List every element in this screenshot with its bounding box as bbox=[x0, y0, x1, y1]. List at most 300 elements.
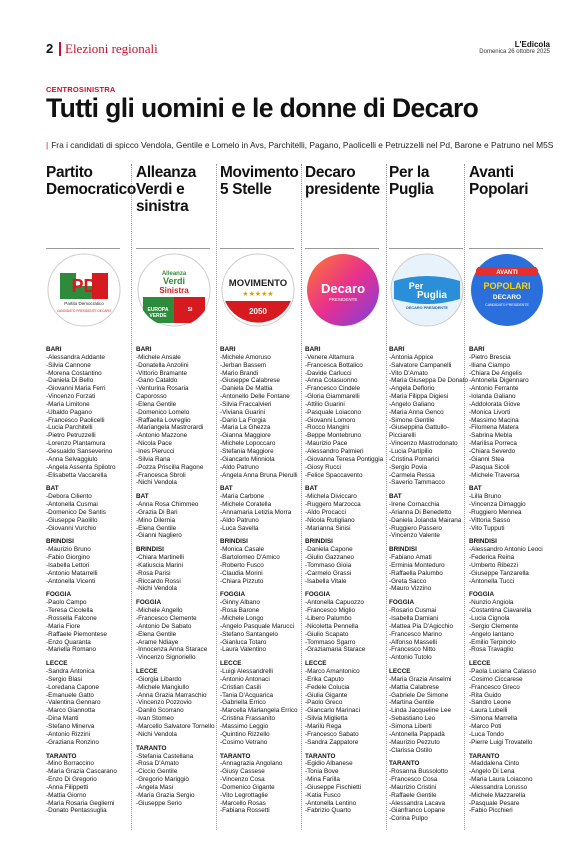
svg-text:CANDIDATO PRESIDENTE: CANDIDATO PRESIDENTE bbox=[485, 303, 529, 307]
candidate-name: -Giovanni Maria Ferri bbox=[46, 385, 106, 393]
candidate-name: -Alessandro Antonio Leoci bbox=[469, 546, 543, 554]
candidate-name: -Bartolomeo D'Amico bbox=[220, 554, 280, 562]
candidate-name: -Monica Casale bbox=[220, 546, 265, 554]
candidate-name: -Vito D'Amato bbox=[389, 369, 428, 377]
candidate-name: -Francesco Marino bbox=[389, 630, 442, 638]
candidate-name: -Enzo Quaranta bbox=[46, 638, 91, 646]
candidate-name: -Daniela Jolanda Mairana bbox=[389, 516, 462, 524]
candidate-name: -Aldo Patruno bbox=[220, 463, 259, 471]
province-heading: LECCE bbox=[220, 660, 242, 668]
svg-text:Partito Democratico: Partito Democratico bbox=[64, 301, 104, 306]
candidate-name: -Iliana Ciampo bbox=[469, 361, 510, 369]
candidate-name: -Luca Savella bbox=[220, 524, 259, 532]
candidate-name: -Laura Valentino bbox=[220, 646, 267, 654]
candidate-name: -Giovanna Teresa Pontiggia bbox=[305, 455, 384, 463]
candidate-name: -Massimo Leggio bbox=[220, 722, 269, 730]
province-heading: BAT bbox=[136, 493, 149, 501]
candidate-name: -Annagrazia Angolano bbox=[220, 760, 283, 768]
candidate-name: -Silvia Fraccalvieri bbox=[220, 400, 272, 408]
candidate-name: -Sandro Leone bbox=[469, 699, 511, 707]
candidate-name: -Sergio Blasi bbox=[46, 675, 82, 683]
candidate-name: -Ivan Stomeo bbox=[136, 715, 174, 723]
candidate-name: -Maurizio Pace bbox=[305, 440, 348, 448]
section-name: Elezioni regionali bbox=[65, 41, 158, 56]
candidate-name: -Rosanna Bussolotto bbox=[389, 768, 448, 776]
candidate-name: -Gianluca Totaro bbox=[220, 638, 267, 646]
candidate-name: -Maria Fiore bbox=[46, 622, 81, 630]
svg-text:AVANTI: AVANTI bbox=[496, 270, 518, 276]
candidate-name: -Maria Anna Genco bbox=[389, 408, 444, 416]
candidate-name: -Maddalena Cinto bbox=[469, 760, 520, 768]
candidate-name: -Isabella Damiani bbox=[389, 615, 439, 622]
candidate-name: -Silvia Rana bbox=[136, 455, 171, 463]
candidate-name: -Ruggero Marzocca bbox=[305, 501, 361, 509]
candidate-name: -Michele Mangiullo bbox=[136, 683, 189, 691]
candidate-name: -Erika Caputo bbox=[305, 675, 344, 683]
candidate-name: -Angela Assenta Spilotro bbox=[46, 463, 116, 471]
candidate-name: -Pierre Luigi Trovatello bbox=[469, 738, 533, 746]
candidate-name: -Riccardo Rossi bbox=[136, 577, 181, 585]
province-heading: LECCE bbox=[469, 660, 491, 668]
candidate-name: -Attilio Guarini bbox=[305, 400, 345, 408]
candidate-name: -Angelo Di Lena bbox=[469, 768, 515, 776]
candidate-name: -Giusy Cassese bbox=[220, 768, 265, 776]
candidate-name: -Giuseppe Paolillo bbox=[46, 516, 98, 524]
candidate-name: -Dina Manti bbox=[46, 715, 79, 723]
candidate-name: -Francesca Sbroli bbox=[136, 471, 186, 479]
province-heading: LECCE bbox=[46, 660, 68, 668]
candidate-name: -Maria La Ghezza bbox=[220, 424, 271, 432]
candidate-name: -Mattea Pia D'Agicchio bbox=[389, 622, 453, 630]
candidate-name: -Anna Rosa Chimmeo bbox=[136, 501, 199, 509]
candidate-name: -Emilio Terpinolo bbox=[469, 638, 516, 646]
candidate-name: -Costantina Ciavarella bbox=[469, 607, 532, 615]
candidate-name: -Giancarlo Marinaci bbox=[305, 707, 360, 715]
candidate-name: -Gano Cataldo bbox=[136, 377, 178, 385]
province-heading: FOGGIA bbox=[389, 599, 415, 607]
candidate-name: -Gabriele De Simone bbox=[389, 691, 449, 699]
svg-text:SI: SI bbox=[187, 307, 193, 313]
candidate-name: -Antonia Appice bbox=[389, 353, 434, 361]
candidate-name: -Nicola Rutigliano bbox=[305, 516, 355, 524]
party-title-text: Alleanza Verdi e sinistra bbox=[136, 164, 197, 215]
candidate-name: -Greta Sacco bbox=[389, 577, 427, 585]
candidate-name: -Fedele Colucia bbox=[305, 683, 350, 691]
province-heading: BRINDISI bbox=[46, 538, 74, 546]
party-title-decaro bbox=[305, 164, 383, 234]
candidate-name: -Mauro Vizzino bbox=[389, 585, 432, 593]
candidate-name: -Rita Guido bbox=[469, 691, 502, 699]
candidate-name: -Daniela Di Bello bbox=[46, 377, 94, 385]
candidate-name: -Viviana Guarini bbox=[220, 408, 266, 416]
candidate-name: -Aldo Patruno bbox=[220, 516, 259, 524]
candidate-name: -Gianfranco Lopane bbox=[389, 807, 446, 815]
candidate-name: -Irene Cornacchia bbox=[389, 501, 440, 509]
candidate-name: -Antonella Digennaro bbox=[469, 377, 529, 385]
candidate-list-decaro bbox=[305, 346, 385, 815]
candidate-name: -Stefania Castellana bbox=[136, 752, 194, 760]
candidate-name: -Giosy Rucci bbox=[305, 463, 341, 471]
candidate-name: -Silvia Miglietta bbox=[305, 715, 348, 723]
candidate-name: -Domenico Lomelo bbox=[136, 408, 190, 416]
candidate-name: -Sebastiano Leo bbox=[389, 715, 436, 723]
candidate-name: -Donato Pentassuglia bbox=[46, 807, 107, 815]
province-heading: FOGGIA bbox=[136, 599, 162, 607]
candidate-name: -Chiara Severdo bbox=[469, 447, 516, 455]
candidate-name: -Tonia Bove bbox=[305, 768, 339, 776]
candidate-name: -Antonio De Sabato bbox=[136, 622, 192, 630]
candidate-name: -Anna Selvaggiulo bbox=[46, 455, 98, 463]
candidate-name: -Domenico De Santis bbox=[46, 508, 106, 516]
candidate-name: -Paolo Greco bbox=[305, 699, 343, 707]
province-heading: BRINDISI bbox=[389, 546, 417, 554]
issue-date: Domenica 26 ottobre 2025 bbox=[479, 49, 550, 55]
column-separator bbox=[216, 164, 217, 830]
candidate-name: -Lorenzo Plantamura bbox=[46, 440, 106, 448]
candidate-name: -Pietro Petruzzelli bbox=[46, 432, 96, 440]
candidate-name: -Loredana Capone bbox=[46, 683, 99, 691]
candidate-name: -Alessandra Lacava bbox=[389, 799, 446, 807]
candidate-name: -Antonella Capuozzo bbox=[305, 599, 364, 607]
candidate-name: -Angela Masi bbox=[136, 783, 174, 791]
svg-text:Verdi: Verdi bbox=[162, 276, 186, 286]
candidate-name: -Emanuele Gatto bbox=[46, 691, 94, 699]
candidate-name: -Michele Mazzarella bbox=[469, 791, 526, 799]
candidate-name: -Isabella Lettori bbox=[46, 561, 90, 569]
candidate-name: -Linda Jacqueline Lee bbox=[389, 707, 452, 715]
candidate-name: -Maria Rosaria Gegliemi bbox=[46, 799, 115, 807]
candidate-name: -Angelo Pasquale Marucci bbox=[220, 622, 295, 630]
province-heading: BAT bbox=[469, 485, 482, 493]
candidate-name: -Michele Ansale bbox=[136, 353, 181, 361]
candidate-name: -Mattia Calabrese bbox=[389, 683, 440, 691]
candidate-name: -Morena Costantino bbox=[46, 369, 102, 377]
candidate-name: -Alfonso Masselli bbox=[389, 638, 437, 646]
candidate-name: -Lucia Cignola bbox=[469, 615, 510, 622]
candidate-name: -Maria Giuseppa De Donato bbox=[389, 377, 468, 385]
candidate-name: -Michele Longo bbox=[220, 615, 264, 622]
candidate-name: -Giancarlo Minniola bbox=[220, 455, 275, 463]
province-heading: BRINDISI bbox=[305, 538, 333, 546]
candidate-name: -Antonella Pappadà bbox=[389, 730, 445, 738]
svg-text:★★★★★: ★★★★★ bbox=[242, 290, 274, 298]
candidate-name: -Antonio Ferrante bbox=[469, 385, 519, 393]
column-separator bbox=[386, 164, 387, 830]
candidate-name: -Francesco Paolicelli bbox=[46, 416, 105, 424]
candidate-name: -Ruggiero Passero bbox=[389, 524, 442, 532]
candidate-name: -Giuseppe Serio bbox=[136, 799, 182, 807]
candidate-name: -Katiuscia Marini bbox=[136, 561, 183, 569]
candidate-name: -Carmelo Grassi bbox=[305, 569, 352, 577]
title-rule bbox=[46, 248, 120, 249]
candidate-name: -Maria Grazia Sergio bbox=[136, 791, 195, 799]
candidate-name: -Vincenzo Valente bbox=[389, 532, 440, 540]
svg-text:VERDE: VERDE bbox=[149, 313, 167, 319]
page-header bbox=[46, 41, 550, 61]
province-heading: BAT bbox=[305, 485, 318, 493]
candidate-name: -Francesco Greco bbox=[469, 683, 520, 691]
candidate-name: -Marilisa Porreca bbox=[469, 440, 517, 448]
candidate-name: -Francesco Cindele bbox=[305, 385, 361, 393]
candidate-name: -Rossella Falcone bbox=[46, 615, 97, 622]
m5s-logo-icon bbox=[221, 253, 295, 327]
candidate-name: -Fabrizio Quarto bbox=[305, 807, 351, 815]
candidate-name: -Angela Deflorio bbox=[389, 385, 435, 393]
candidate-name: -Ruggiero Mennea bbox=[469, 508, 522, 516]
candidate-name: -Salvatore Campanelli bbox=[389, 361, 452, 369]
candidate-name: -Antonio Rizzini bbox=[46, 730, 91, 738]
province-heading: BARI bbox=[220, 346, 236, 353]
svg-text:Alleanza: Alleanza bbox=[161, 271, 187, 277]
province-heading: BAT bbox=[389, 493, 402, 501]
province-heading: BRINDISI bbox=[469, 538, 497, 546]
province-heading: LECCE bbox=[389, 668, 411, 676]
province-heading: BARI bbox=[469, 346, 485, 353]
candidate-name: -Gesualdo Sanseverino bbox=[46, 447, 113, 455]
candidate-name: -Alessandra Addante bbox=[46, 353, 105, 361]
candidate-name: -Marco Poti bbox=[469, 722, 502, 730]
avs-logo-icon bbox=[137, 253, 211, 327]
candidate-list-avs bbox=[136, 346, 216, 807]
candidate-name: -Mina Farilla bbox=[305, 776, 340, 784]
candidate-name: -Nunzio Angiola bbox=[469, 599, 514, 607]
province-heading: TARANTO bbox=[136, 744, 167, 752]
candidate-name: -Giulia Gigante bbox=[305, 691, 348, 699]
candidate-name: -Arame Ndiaye bbox=[136, 638, 179, 646]
candidate-name: -Sergio Povia bbox=[389, 463, 428, 471]
candidate-name: -Pietro Brescia bbox=[469, 353, 511, 361]
candidate-name: -Michele Coratella bbox=[220, 501, 272, 509]
candidate-name: -Rosa Travaglio bbox=[469, 646, 514, 654]
svg-text:POPOLARI: POPOLARI bbox=[483, 281, 531, 291]
svg-text:2050: 2050 bbox=[249, 307, 267, 316]
newspaper-brand: L'Edicola bbox=[514, 40, 550, 49]
candidate-name: -Alessandra Lorusso bbox=[469, 783, 528, 791]
candidate-name: -Francesca Bottalico bbox=[305, 361, 363, 369]
candidate-name: -Valentina Gennaro bbox=[46, 699, 101, 707]
candidate-name: -Venere Altamura bbox=[305, 353, 355, 361]
candidate-name: -Antonio Mazzone bbox=[136, 432, 188, 440]
province-heading: FOGGIA bbox=[46, 591, 72, 599]
candidate-name: -Vincenzo Signoriello bbox=[136, 654, 196, 662]
candidate-list-avanti bbox=[469, 346, 549, 815]
candidate-name: -Francesco Sabato bbox=[305, 730, 359, 738]
candidate-name: -Paola Luciana Calasso bbox=[469, 668, 537, 676]
province-heading: TARANTO bbox=[389, 760, 420, 768]
province-heading: LECCE bbox=[305, 660, 327, 668]
candidate-name: -Chiara De Angelis bbox=[469, 369, 522, 377]
candidate-name: -Federica Reina bbox=[469, 554, 515, 562]
page-number: 2 bbox=[46, 41, 54, 56]
candidate-name: -Anna Colasuonno bbox=[305, 377, 358, 385]
candidate-name: -Elena Gentile bbox=[136, 630, 177, 638]
party-title-perlapuglia bbox=[389, 164, 467, 234]
candidate-name: -Fabio Picchieri bbox=[469, 807, 513, 815]
candidate-name: -Domenico Gigante bbox=[220, 783, 275, 791]
candidate-name: -Sabrina Mebla bbox=[469, 432, 513, 440]
candidate-name: -Giovanni Lomoro bbox=[305, 416, 356, 424]
candidate-name: -Antonello Delle Fontane bbox=[220, 393, 290, 401]
candidate-name: -Anna Filippetti bbox=[46, 783, 89, 791]
svg-text:EUROPA: EUROPA bbox=[147, 307, 169, 313]
candidate-name: -Lilla Bruno bbox=[469, 493, 502, 501]
candidate-name: -Nichi Vendola bbox=[136, 585, 177, 593]
candidate-name: -Maurizio Pezzuto bbox=[389, 738, 440, 746]
candidate-name: -Simone Gentile bbox=[389, 416, 435, 424]
candidate-name: -Marianna Sinisi bbox=[305, 524, 351, 532]
candidate-name: -Raffaele Piemontese bbox=[46, 630, 107, 638]
candidate-name: -Daniela De Mattia bbox=[220, 385, 273, 393]
candidate-name: -Giuseppe Calabrese bbox=[220, 377, 280, 385]
candidate-name: -Stefania Maggiore bbox=[220, 447, 274, 455]
candidate-name: -Michela Diviccaro bbox=[305, 493, 357, 501]
candidate-name: -Mariangela Mastrorardi bbox=[136, 424, 204, 432]
candidate-name: -Giovanni Vurchio bbox=[46, 524, 97, 532]
candidate-name: -Gianni Stea bbox=[469, 455, 505, 463]
candidate-name: -Nichi Vendola bbox=[136, 730, 177, 738]
candidate-name: -Carmela Ressa bbox=[389, 471, 435, 479]
province-heading: FOGGIA bbox=[305, 591, 331, 599]
candidate-name: -Francesco Cosa bbox=[389, 776, 438, 784]
candidate-name: -Debora Ciliento bbox=[46, 493, 92, 501]
party-title-avanti bbox=[469, 164, 547, 234]
candidate-name: -Luigi Alessandrelli bbox=[220, 668, 273, 676]
candidate-name: -Lucia Partipilio bbox=[389, 447, 433, 455]
candidate-name: -Saverio Tammacco bbox=[389, 479, 445, 487]
svg-text:Decaro: Decaro bbox=[320, 281, 366, 296]
title-rule bbox=[136, 248, 210, 249]
party-title-text: Partito Democratico bbox=[46, 164, 136, 198]
candidate-name: -Vittoria Sasso bbox=[469, 516, 511, 524]
candidate-name: -Chiara Pizzuto bbox=[220, 577, 264, 585]
candidate-name: -Cosimo Ciccarese bbox=[469, 675, 523, 683]
candidate-name: -Giulio Gazzaneo bbox=[305, 554, 355, 562]
candidate-name: -Marco Amantonico bbox=[305, 668, 360, 676]
candidate-name: -Pasqua Sicoli bbox=[469, 463, 510, 471]
candidate-name: -Donatella Anzolini bbox=[136, 361, 189, 369]
candidate-name: -Beppe Montebruno bbox=[305, 432, 362, 440]
candidate-name: -Francesco Miglio bbox=[305, 607, 356, 615]
province-heading: BARI bbox=[46, 346, 62, 353]
candidate-name: -Martina Gentile bbox=[389, 699, 435, 707]
candidate-name: -Venturina Rosaria Caporosso bbox=[136, 385, 189, 401]
candidate-name: -Davide Carlucci bbox=[305, 369, 352, 377]
candidate-name: -Alessandro Palmieri bbox=[305, 447, 364, 455]
candidate-name: -Rocco Mangini bbox=[305, 424, 350, 432]
candidate-name: -Erminia Monteduro bbox=[389, 561, 445, 569]
candidate-name: -Sandra Antonica bbox=[46, 668, 95, 676]
candidate-name: -Egidio Albanese bbox=[305, 760, 353, 768]
candidate-name: -Luca Tondo bbox=[469, 730, 504, 738]
province-heading: BAT bbox=[220, 485, 233, 493]
svg-text:MOVIMENTO: MOVIMENTO bbox=[228, 278, 288, 289]
candidate-name: -Giuseppe Tanzarella bbox=[469, 569, 529, 577]
candidate-name: -Rosario Cusmai bbox=[389, 607, 437, 615]
candidate-name: -Enzo Di Gregorio bbox=[46, 776, 97, 784]
candidate-name: -Tommaso Gioia bbox=[305, 561, 352, 569]
candidate-name: -Giuseppe Fischietti bbox=[305, 783, 362, 791]
candidate-name: -Mino Borraccino bbox=[46, 760, 94, 768]
province-heading: BAT bbox=[46, 485, 59, 493]
candidate-name: -Vincenzo Forzati bbox=[46, 393, 96, 401]
subheadline-text: Fra i candidati di spicco Vendola, Gentile e Lomelo in Avs, Parchitelli, Pagano, Paolicelli e Petruzzelli nel Pd, Barone e Patruno nel M5S bbox=[51, 140, 554, 150]
perlapuglia-logo-icon bbox=[390, 253, 464, 327]
candidate-name: -Arianna Di Benedetto bbox=[389, 508, 452, 516]
candidate-name: -Gianni Nagliero bbox=[136, 532, 182, 540]
party-title-m5s bbox=[220, 164, 298, 234]
candidate-name: -Laura Lubelli bbox=[469, 707, 508, 715]
candidate-name: -Marilù Rega bbox=[305, 722, 342, 730]
candidate-name: -Marco Giannotta bbox=[46, 707, 96, 715]
province-heading: TARANTO bbox=[220, 752, 251, 760]
svg-text:Per: Per bbox=[408, 281, 424, 291]
candidate-name: -Gloria Giammarelli bbox=[305, 393, 360, 401]
candidate-name: -Michele Amoruso bbox=[220, 353, 271, 361]
candidate-name: -Daniela Capone bbox=[305, 546, 353, 554]
province-heading: FOGGIA bbox=[469, 591, 495, 599]
candidate-name: -Monica Livorti bbox=[469, 408, 511, 416]
decaro-logo-icon bbox=[306, 253, 380, 327]
party-title-pd bbox=[46, 164, 136, 234]
candidate-name: -Addolorata Giove bbox=[469, 400, 521, 408]
candidate-name: -Grazia Di Bari bbox=[136, 508, 178, 516]
candidate-name: -Claudia Morini bbox=[220, 569, 263, 577]
candidate-name: -Katia Fusco bbox=[305, 791, 341, 799]
candidate-name: -Antonella Tucci bbox=[469, 577, 515, 585]
candidate-name: -Marcello Salvatore Tornello bbox=[136, 722, 215, 730]
candidate-name: -Corina Pulpo bbox=[389, 815, 428, 823]
candidate-name: -Gianna Maggiore bbox=[220, 432, 271, 440]
party-title-text: Per la Puglia bbox=[389, 164, 434, 198]
candidate-name: -Nicoletta Pennella bbox=[305, 622, 359, 630]
svg-text:CANDIDATO PRESIDENTE DECARO: CANDIDATO PRESIDENTE DECARO bbox=[56, 309, 112, 313]
candidate-name: -Felice Spaccavento bbox=[305, 471, 363, 479]
candidate-name: -Maria Limitone bbox=[46, 400, 90, 408]
candidate-name: -Paolo Campo bbox=[46, 599, 87, 607]
candidate-name: -Umberto Ribezzi bbox=[469, 561, 518, 569]
article-kicker: CENTROSINISTRA bbox=[46, 85, 116, 94]
candidate-name: -Maria Grazia Anselmi bbox=[389, 675, 452, 683]
title-rule bbox=[305, 248, 379, 249]
candidate-name: -Innocenza Anna Starace bbox=[136, 646, 208, 654]
candidate-name: -Ginny Albano bbox=[220, 599, 260, 607]
candidate-name: -Elena Gentile bbox=[136, 524, 177, 532]
candidate-list-m5s bbox=[220, 346, 300, 815]
candidate-name: -Vincenzo Cosa bbox=[220, 776, 265, 784]
candidate-name: -Ciccio Gentile bbox=[136, 768, 178, 776]
article-subheadline bbox=[46, 140, 553, 150]
candidate-name: -Lucia Parchitelli bbox=[46, 424, 93, 432]
candidate-name: -Elisabetta Vaccarella bbox=[46, 471, 107, 479]
candidate-name: -Maria Laura Loiacono bbox=[469, 776, 533, 784]
party-title-text: Decaro presidente bbox=[305, 164, 380, 198]
candidate-name: -Angelo Galiano bbox=[389, 400, 435, 408]
province-heading: BARI bbox=[305, 346, 321, 353]
candidate-name: -Raffaella Palumbo bbox=[389, 569, 443, 577]
candidate-name: -Sandra Zappatore bbox=[305, 738, 359, 746]
candidate-name: -Marcella Marlangela Errico bbox=[220, 707, 298, 715]
section-divider bbox=[59, 42, 61, 56]
article-headline: Tutti gli uomini e le donne di Decaro bbox=[46, 93, 479, 123]
candidate-name: -Rosa Parisi bbox=[136, 569, 171, 577]
candidate-name: -Cristina Frassanito bbox=[220, 715, 275, 723]
candidate-name: -Raffaele Gentile bbox=[389, 791, 437, 799]
svg-text:DECARO: DECARO bbox=[492, 294, 522, 301]
province-heading: LECCE bbox=[136, 668, 158, 676]
avanti-popolari-logo-icon bbox=[470, 253, 544, 327]
candidate-name: -Giuseppina Gattullo-Picciarelli bbox=[389, 424, 449, 440]
column-separator bbox=[131, 164, 132, 830]
